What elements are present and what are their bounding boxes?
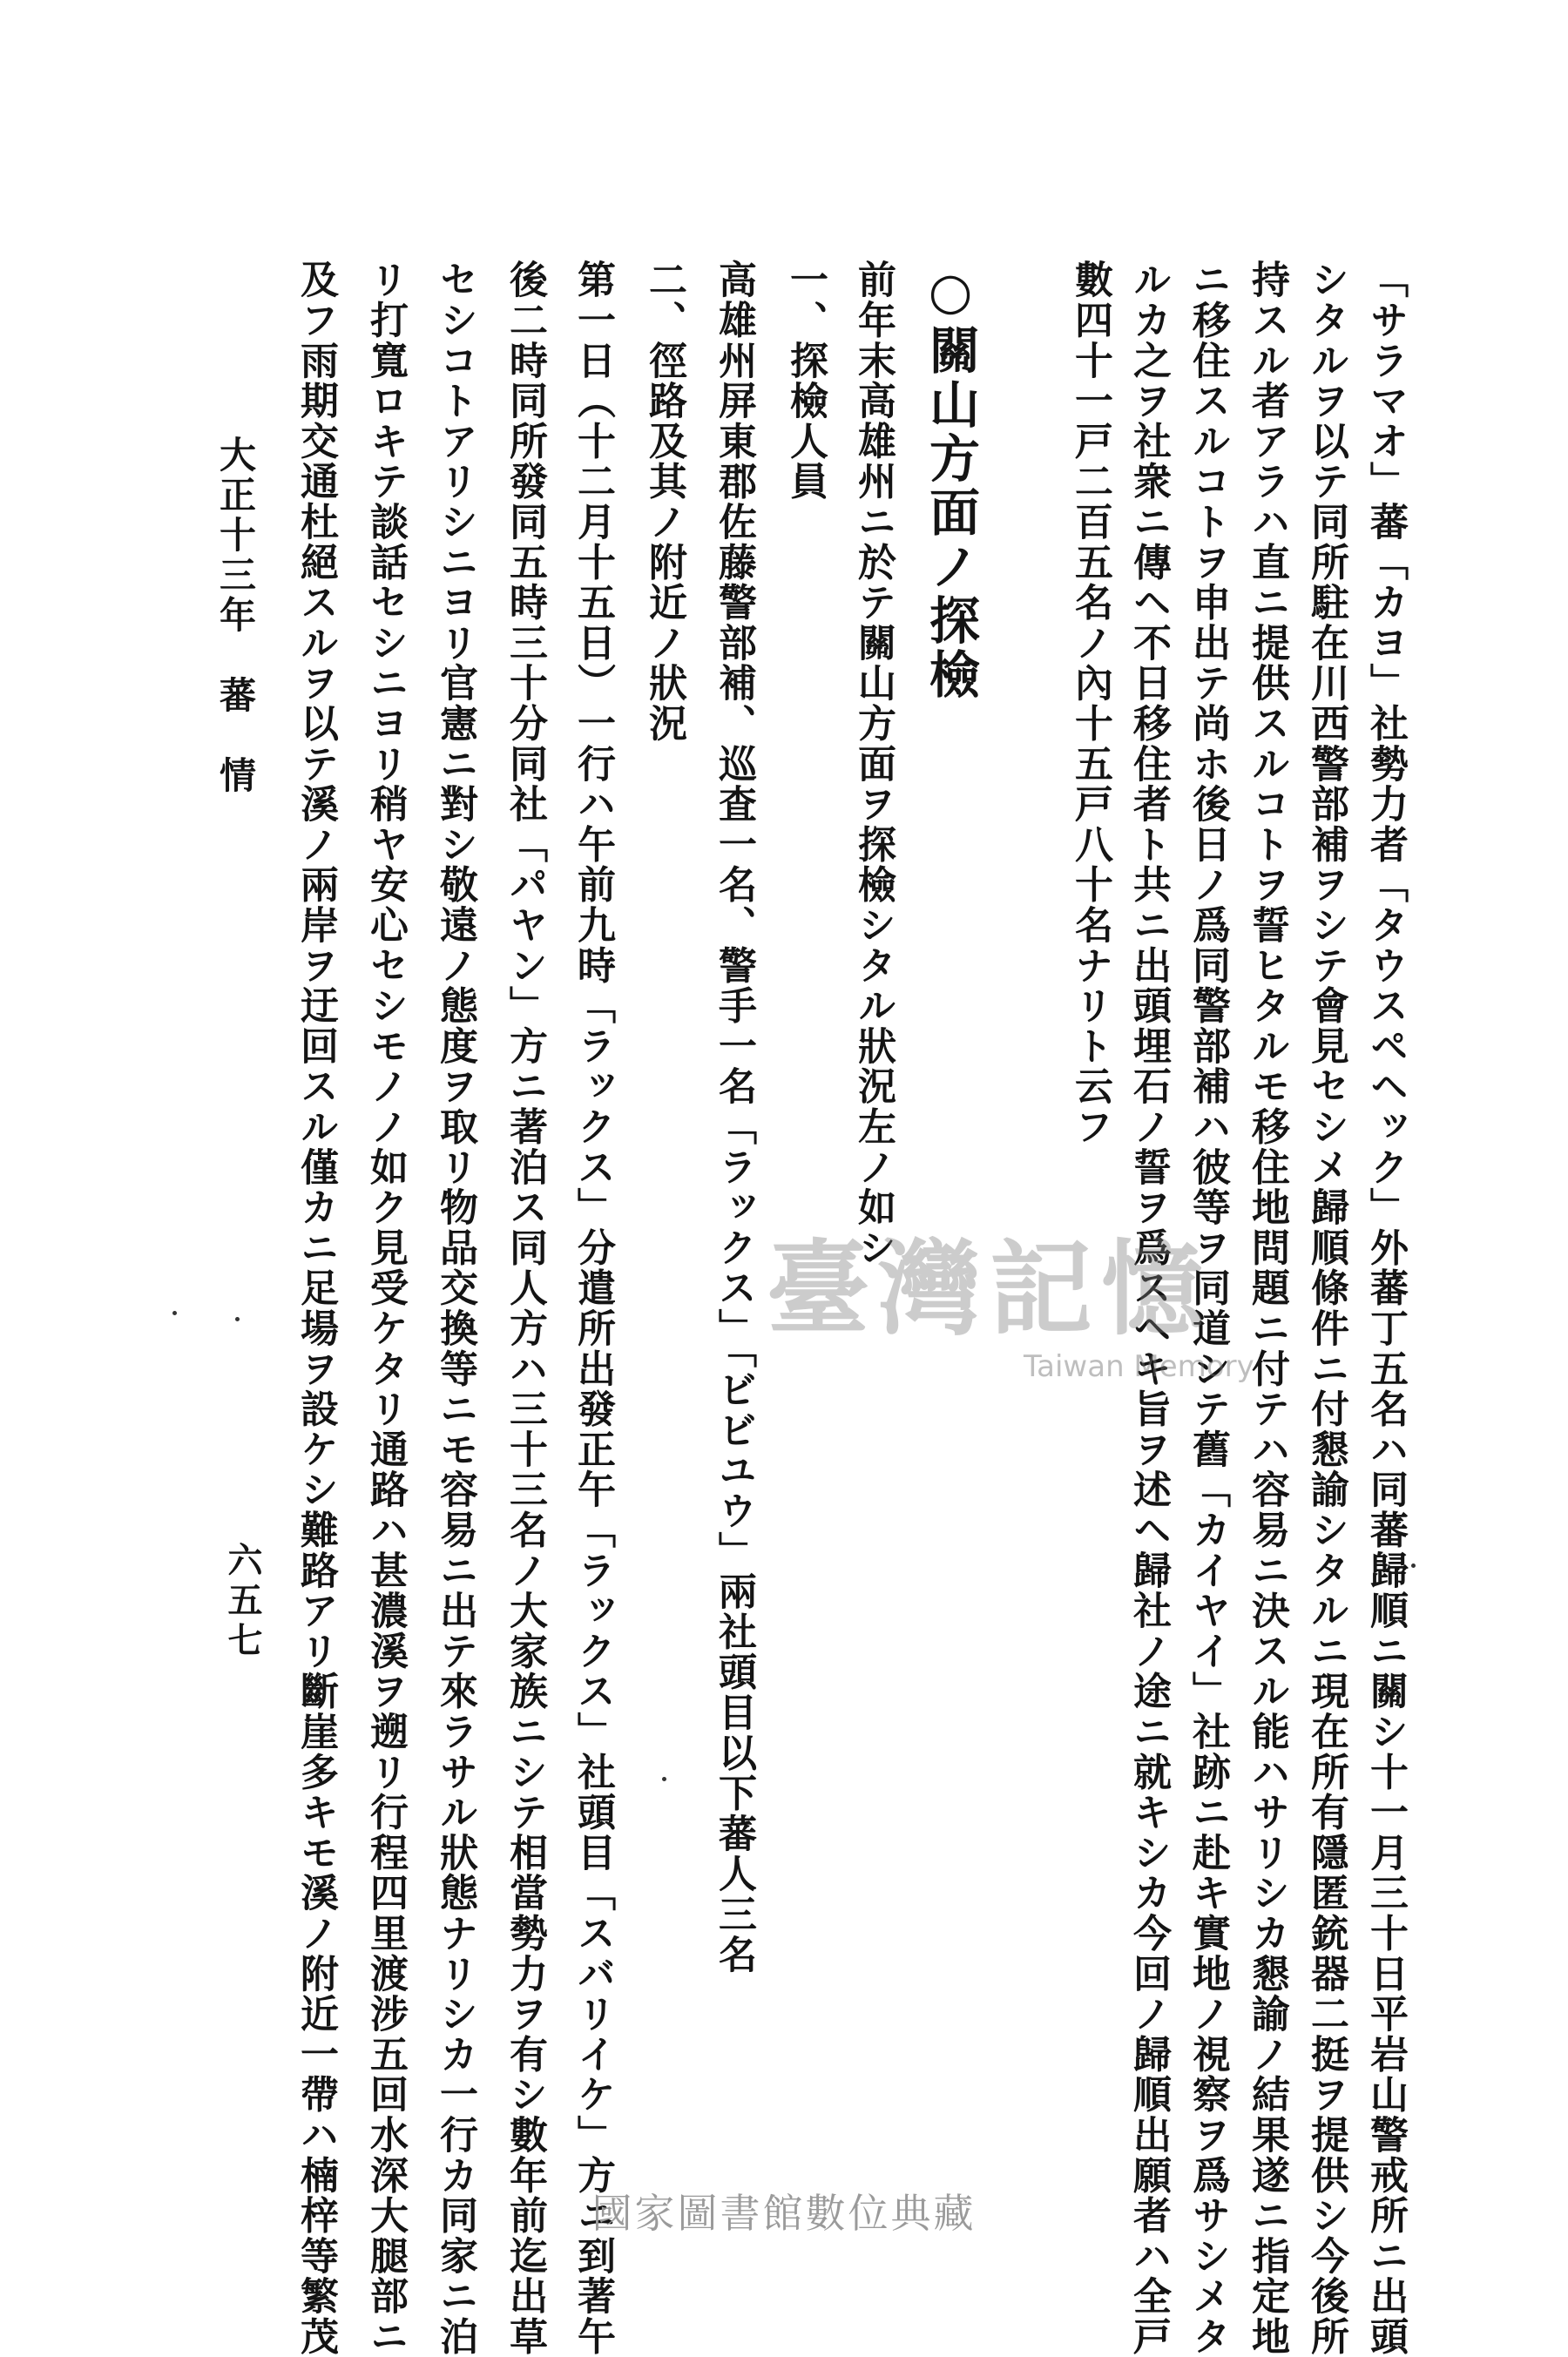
running-head: 大正十三年 蕃 情 xyxy=(214,436,257,796)
watermark-logo-text: 臺灣記憶 xyxy=(767,1228,1213,1349)
section-heading: ○關山方面ノ探檢 xyxy=(921,261,980,702)
text-column-15: リ打寬ロキテ談話セシニヨリ稍ヤ安心セシモノノ如ク見受ケタリ通路ハ甚濃溪ヲ遡リ行程四里渡涉五回水深大腿部ニ xyxy=(363,260,408,2357)
text-column-5: ルカ之ヲ社衆ニ傳ヘ不日移住者ト共ニ出頭埋石ノ誓ヲ爲スヘキ旨ヲ述ヘ歸社ノ途ニ就キシカ今回ノ歸順出願者ハ全戸 xyxy=(1126,260,1171,2357)
text-column-6: 數四十一戸二百五名ノ內十五戸八十名ナリト云フ xyxy=(1068,260,1112,1147)
text-column-16: 及フ雨期交通杜絕スルヲ以テ溪ノ兩岸ヲ迂回スル僅カニ足場ヲ設ケシ難路アリ斷崖多キモ溪ノ附近一帶ハ楠梓等繁茂 xyxy=(294,260,338,2357)
text-column-4: ニ移住スルコトヲ申出テ尚ホ後日ノ爲同警部補ハ彼等ヲ同道シテ舊「カイヤイ」社跡ニ赴キ實地ノ視察ヲ爲サシメタ xyxy=(1186,260,1230,2357)
text-column-1: 「サラマオ」蕃「カヨ」社勢力者「タウスペヘック」外蕃丁五名ハ同蕃歸順ニ關シ十一月三十日平岩山警戒所ニ出頭 xyxy=(1363,260,1408,2357)
text-column-13: 後二時同所發同五時三十分同社「パヤン」方ニ著泊ス同人方ハ三十三名ノ大家族ニシテ相當勢力ヲ有シ數年前迄出草 xyxy=(503,260,547,2357)
text-column-11: 二、徑路及其ノ附近ノ狀況 xyxy=(642,260,686,744)
watermark-english-text: Taiwan Memory xyxy=(1024,1349,1254,1384)
scan-speck xyxy=(1411,1563,1416,1568)
scan-speck xyxy=(172,1311,177,1315)
text-column-10: 高雄州屏東郡佐藤警部補、巡査一名、警手一名「ラックス」「ビビユウ」兩社頭目以下蕃人三名 xyxy=(712,260,756,1975)
text-column-9: 一、探檢人員 xyxy=(783,260,828,502)
text-column-14: セシコトアリシニヨリ官憲ニ對シ敬遠ノ態度ヲ取リ物品交換等ニモ容易ニ出テ來ラサル狀態ナリシカ一行カ同家ニ泊 xyxy=(433,260,477,2357)
watermark xyxy=(767,1206,1254,1384)
text-column-12: 第一日（十二月十五日）一行ハ午前九時「ラックス」分遣所出發正午「ラックス」社頭目「スバリイケ」方ニ到著午 xyxy=(571,260,615,2357)
text-column-3: 持スル者アラハ直ニ提供スルコトヲ誓ヒタルモ移住地問題ニ付テハ容易ニ決スル能ハサリシカ懇諭ノ結果遂ニ指定地 xyxy=(1245,260,1289,2357)
text-column-8: 前年末高雄州ニ於テ關山方面ヲ探檢シタル狀況左ノ如シ xyxy=(851,260,896,1268)
scan-speck xyxy=(662,1777,666,1781)
text-column-2: シタルヲ以テ同所駐在川西警部補ヲシテ會見セシメ歸順條件ニ付懇諭シタルニ現在所有隱匿銃器二挺ヲ提供シ今後所 xyxy=(1304,260,1348,2357)
page-number: 六五七 xyxy=(222,1542,263,1662)
scan-speck xyxy=(235,1317,240,1321)
library-footer: 國家圖書館數位典藏 xyxy=(591,2190,977,2237)
